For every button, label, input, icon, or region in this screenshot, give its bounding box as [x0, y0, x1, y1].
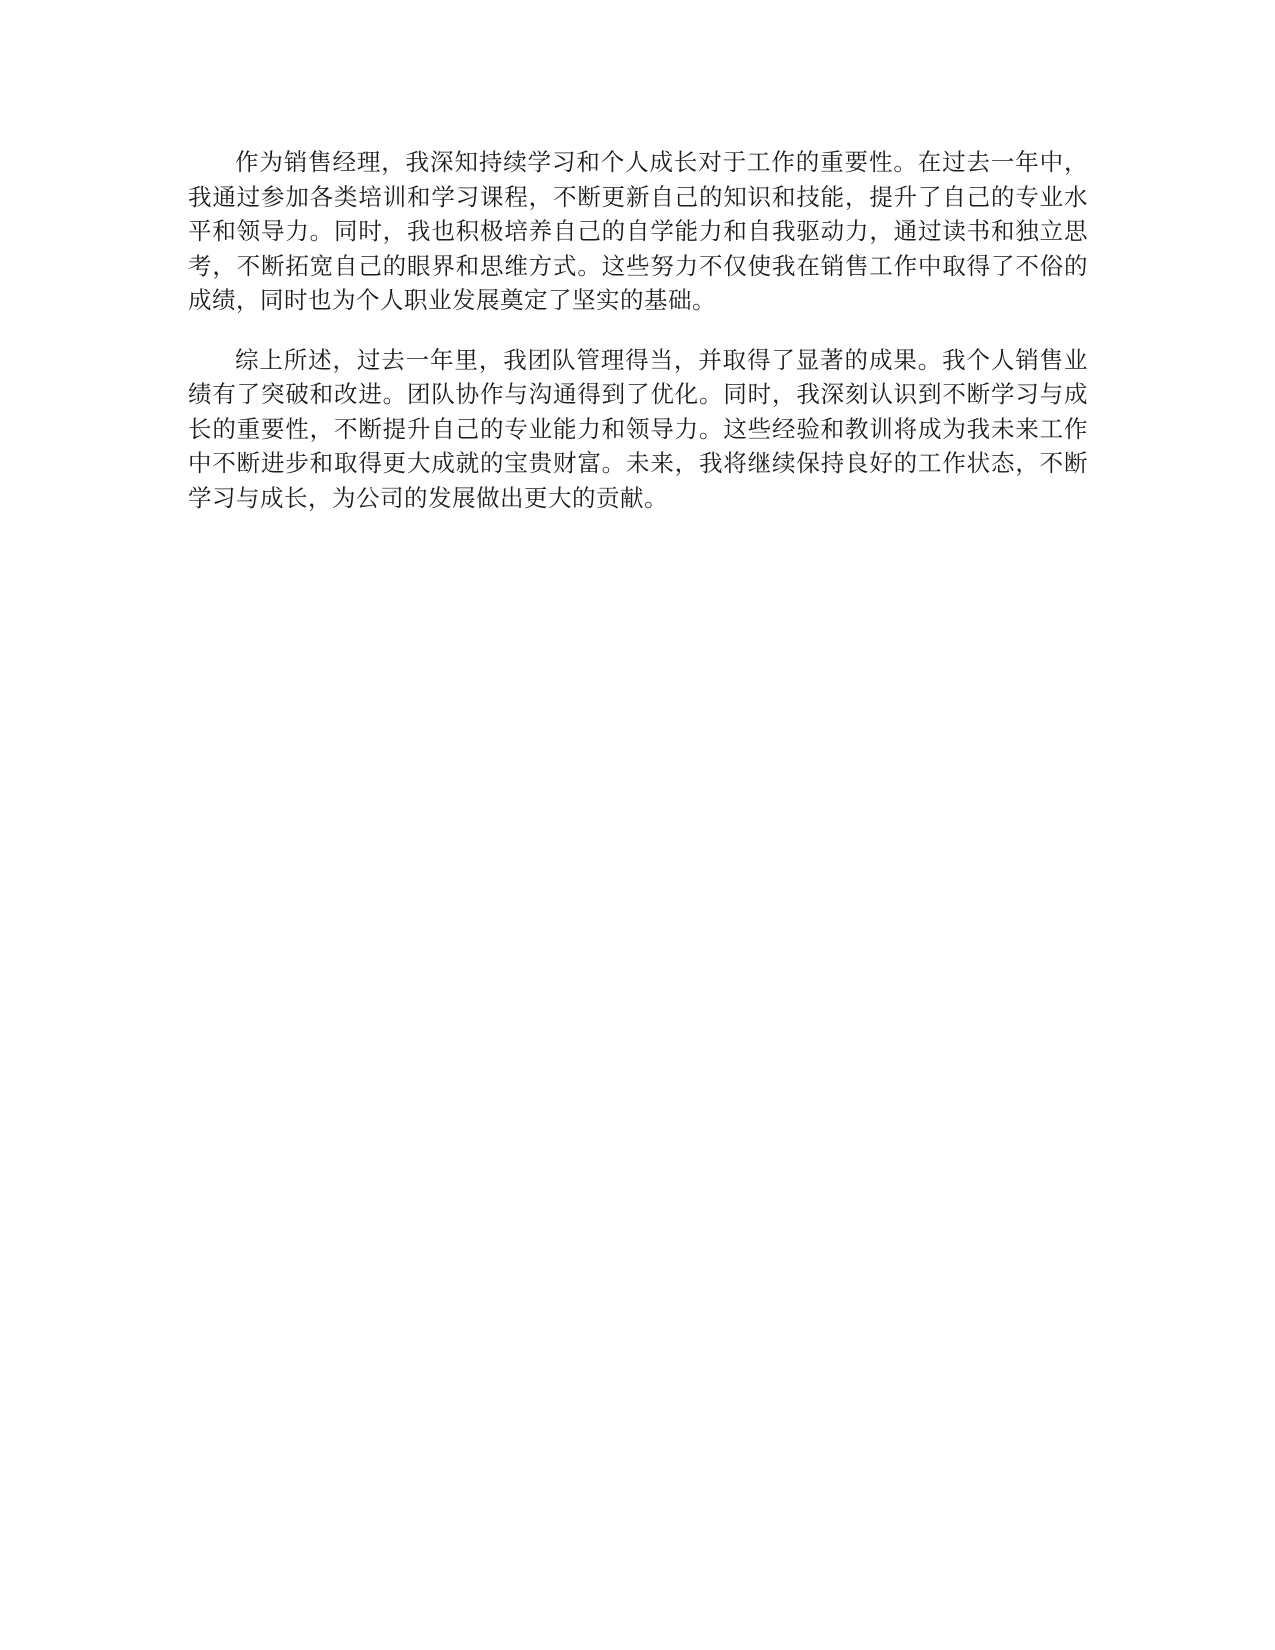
paragraph-learning-growth: 作为销售经理，我深知持续学习和个人成长对于工作的重要性。在过去一年中，我通过参加各类培训和学习课程，不断更新自己的知识和技能，提升了自己的专业水平和领导力。同时，我也积极培养自己的自学能力和自我驱动力，通过读书和独立思考，不断拓宽自己的眼界和思维方式。这些努力不仅使我在销售工作中取得了不俗的成绩，同时也为个人职业发展奠定了坚实的基础。 [188, 148, 1088, 314]
paragraph-summary: 综上所述，过去一年里，我团队管理得当，并取得了显著的成果。我个人销售业绩有了突破和改进。团队协作与沟通得到了优化。同时，我深刻认识到不断学习与成长的重要性，不断提升自己的专业能力和领导力。这些经验和教训将成为我未来工作中不断进步和取得更大成就的宝贵财富。未来，我将继续保持良好的工作状态，不断学习与成长，为公司的发展做出更大的贡献。 [188, 345, 1088, 512]
document-body [188, 145, 1088, 540]
